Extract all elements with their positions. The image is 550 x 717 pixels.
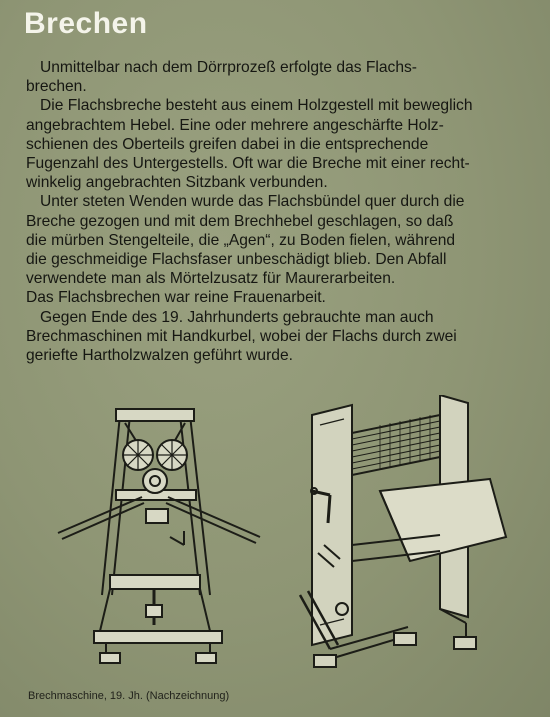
text-line: Breche gezogen und mit dem Brechhebel geschlagen, so daß [26,212,454,230]
text-line: Die Flachsbreche besteht aus einem Holzgestell mit beweglich [40,97,473,115]
text-line: die geschmeidige Flachsfaser unbeschädigt blieb. Den Abfall [26,251,447,269]
text-line: Unter steten Wenden wurde das Flachsbündel quer durch die [40,193,465,211]
text-line: Gegen Ende des 19. Jahrhunderts gebrauchte man auch [40,308,434,326]
text-line: winkelig angebrachten Sitzbank verbunden. [26,174,328,192]
text-line: schienen des Oberteils greifen dabei in die entsprechende [26,135,429,153]
text-line: Das Flachsbrechen war reine Frauenarbeit. [26,289,326,307]
paragraph-4 [26,308,550,366]
text-line: angebrachtem Hebel. Eine oder mehrere angeschärfte Holz- [26,116,444,134]
text-line: brechen. [26,78,87,96]
page-title: Brechen [24,7,148,40]
figure-caption: Brechmaschine, 19. Jh. (Nachzeichnung) [28,690,230,702]
front-view-machine-illustration [50,405,265,675]
paragraph-3 [26,192,550,307]
text-line: geriefte Hartholzwalzen geführt wurde. [26,347,293,365]
paragraph-1 [26,58,550,96]
text-line: Fugenzahl des Untergestells. Oft war die Breche mit einer recht- [26,155,470,173]
text-line: die mürben Stengelteile, die „Agen“, zu Boden fielen, während [26,231,456,249]
text-line: Unmittelbar nach dem Dörrprozeß erfolgte das Flachs- [40,59,417,76]
perspective-machine-illustration [290,395,515,685]
text-line: Brechmaschinen mit Handkurbel, wobei der Flachs durch zwei [26,327,457,345]
paragraph-2 [26,96,550,192]
text-line: verwendete man als Mörtelzusatz für Maurerarbeiten. [26,270,396,288]
body-text [26,58,550,365]
